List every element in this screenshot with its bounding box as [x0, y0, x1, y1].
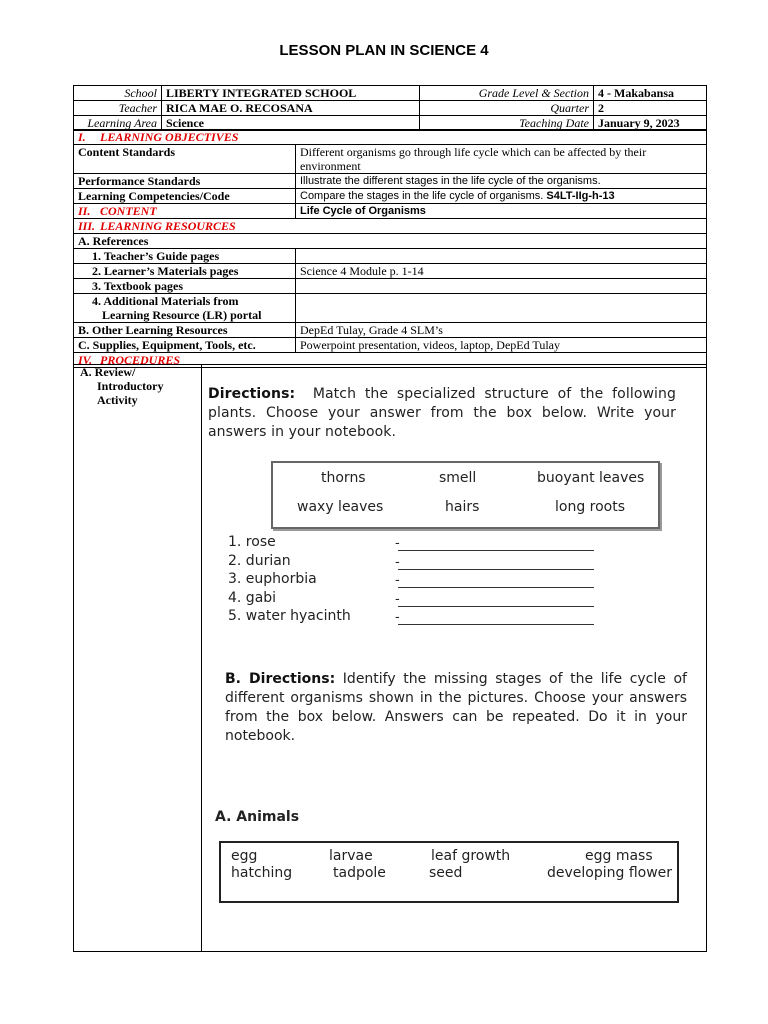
grade-label: Grade Level & Section: [420, 86, 594, 101]
choices-box-stages: [219, 841, 679, 903]
header-info-table: [73, 85, 707, 131]
area-value: Science: [162, 116, 420, 131]
choice-waxy-leaves: waxy leaves: [297, 499, 384, 515]
item-rose: 1. rose: [228, 534, 276, 550]
choice-developing-flower: developing flower: [547, 865, 673, 881]
additional-materials-value: [296, 294, 707, 323]
review-activity-content: Directions: Match the specialized structure of the following plants. Choose your answer from the box below. Write your answers in your notebook. thorns smell buoyant leaves waxy leaves hairs long roots 1. rose 2. durian 3. euphorbia 4. gabi 5. water hyacinth - - - - - B. Directions: Identify the missing stages of the life cycle of different organisms shown in the pictures. Choose your answers from the box below. Answers can be repeated. Do it in your notebook. A. Animals egg larvae leaf growth egg mass hatching tadpole seed developing flower: [202, 365, 707, 952]
content-standards-label: Content Standards: [74, 145, 296, 174]
choice-smell: smell: [439, 470, 477, 486]
competency-code: S4LT-IIg-h-13: [546, 190, 615, 202]
choice-hatching: hatching: [231, 865, 293, 881]
resources-heading: III. LEARNING RESOURCES: [74, 219, 707, 234]
competencies-label: Learning Competencies/Code: [74, 189, 296, 204]
directions-b: B. Directions: Identify the missing stages of the life cycle of different organisms shown in the pictures. Choose your answers from the box below. Answers can be repeated. Do it in your notebook.: [225, 671, 687, 744]
choices-box-plants: [271, 461, 660, 529]
learners-materials-value: Science 4 Module p. 1-14: [296, 264, 707, 279]
area-label: Learning Area: [74, 116, 162, 131]
item-gabi: 4. gabi: [228, 589, 277, 606]
objectives-heading: I. LEARNING OBJECTIVES: [74, 130, 707, 145]
matching-items: [228, 533, 351, 626]
item-euphorbia: 3. euphorbia: [228, 571, 317, 588]
quarter-value: 2: [594, 101, 707, 116]
choice-tadpole: tadpole: [333, 865, 386, 881]
supplies-label: C. Supplies, Equipment, Tools, etc.: [74, 338, 296, 353]
competencies-value: Compare the stages in the life cycle of organisms. S4LT-IIg-h-13: [296, 189, 707, 204]
performance-standards-label: Performance Standards: [74, 174, 296, 189]
date-value: January 9, 2023: [594, 116, 707, 131]
school-label: School: [74, 86, 162, 101]
choice-long-roots: long roots: [555, 499, 626, 515]
content-value: Life Cycle of Organisms: [296, 204, 707, 219]
supplies-value: Powerpoint presentation, videos, laptop, DepEd Tulay: [296, 338, 707, 353]
references-label: A. References: [74, 234, 707, 249]
procedures-table: [73, 364, 707, 952]
content-heading: II. CONTENT: [74, 204, 296, 219]
item-water-hyacinth: 5. water hyacinth: [228, 608, 351, 625]
teachers-guide-value: [296, 249, 707, 264]
grade-value: 4 - Makabansa: [594, 86, 707, 101]
review-activity-label: A. Review/ Introductory Activity: [74, 365, 202, 952]
teachers-guide-label: 1. Teacher’s Guide pages: [74, 249, 296, 264]
lesson-plan-table: [73, 129, 707, 368]
choice-egg-mass: egg mass: [585, 848, 653, 864]
performance-standards-value: Illustrate the different stages in the life cycle of the organisms.: [296, 174, 707, 189]
animals-heading: A. Animals: [215, 809, 300, 825]
other-resources-value: DepEd Tulay, Grade 4 SLM’s: [296, 323, 707, 338]
quarter-label: Quarter: [420, 101, 594, 116]
choice-larvae: larvae: [329, 848, 373, 864]
teacher-value: RICA MAE O. RECOSANA: [162, 101, 420, 116]
directions-a: Directions: Match the specialized structure of the following plants. Choose your answer from the box below. Write your answers in your notebook.: [208, 386, 676, 440]
choice-thorns: thorns: [321, 470, 366, 486]
content-standards-value: Different organisms go through life cycle which can be affected by their environment: [296, 145, 707, 174]
item-durian: 2. durian: [228, 552, 291, 569]
other-resources-label: B. Other Learning Resources: [74, 323, 296, 338]
page-title: LESSON PLAN IN SCIENCE 4: [279, 42, 489, 59]
choice-leaf-growth: leaf growth: [431, 848, 511, 864]
school-value: LIBERTY INTEGRATED SCHOOL: [162, 86, 420, 101]
choice-buoyant-leaves: buoyant leaves: [537, 470, 645, 486]
choice-seed: seed: [429, 865, 463, 881]
choice-egg: egg: [231, 848, 258, 864]
additional-materials-label: 4. Additional Materials from Learning Resource (LR) portal: [74, 294, 296, 323]
choice-hairs: hairs: [445, 499, 480, 515]
learners-materials-label: 2. Learner’s Materials pages: [74, 264, 296, 279]
procedures-heading: IV. PROCEDURES: [74, 353, 707, 368]
date-label: Teaching Date: [420, 116, 594, 131]
textbook-value: [296, 279, 707, 294]
textbook-label: 3. Textbook pages: [74, 279, 296, 294]
teacher-label: Teacher: [74, 101, 162, 116]
